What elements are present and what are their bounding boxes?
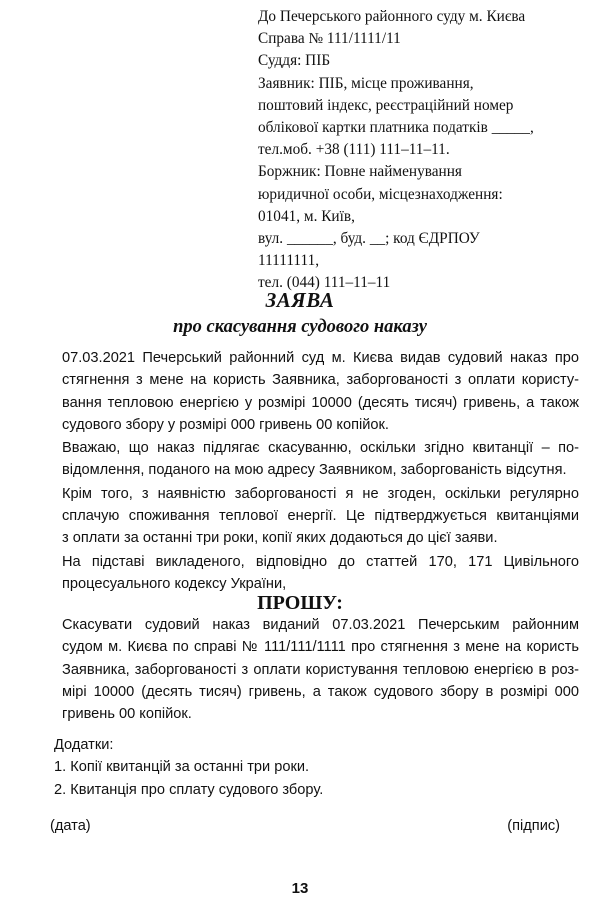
text-line: судового збору у розмірі 000 гривень 00 копійок. [62,416,389,433]
text-line: сплачую споживання теплової енергії. Це підтверджується квитанціями [62,508,579,525]
text-line: Вважаю, що наказ підлягає скасуванню, оскільки згідно квитанції – по- [62,440,579,457]
request-heading: ПРОШУ: [257,592,343,614]
text-line: На підставі викладеного, відповідно до статтей 170, 171 Цивільного [62,553,579,570]
addressee-block [258,6,588,295]
addressee-debtor-line: вул. ______, буд. __; код ЄДРПОУ [258,230,480,248]
text-line: Скасувати судовий наказ виданий 07.03.2021 Печерським районним [62,617,579,633]
addressee-applicant: Заявник: ПІБ, місце проживання, [258,74,474,92]
paragraph [48,483,579,550]
text-line: відомлення, поданого на мою адресу Заявником, заборгованість відсутня. [62,462,567,479]
text-line: 07.03.2021 Печерський районний суд м. Києва видав судовий наказ про [62,350,579,366]
addressee-debtor-phone: тел. (044) 111–11–11 [258,274,391,292]
signature-row [50,815,560,837]
addressee-court: До Печерського районного суду м. Києва [258,8,526,25]
text-line: судом м. Києва по справі № 111/111/1111 про стягнення з мене на користь [62,639,579,656]
page-number: 13 [291,880,309,897]
addressee-applicant-line: поштовий індекс, реєстраційний номер [258,96,514,114]
attachments-block [54,734,554,801]
addressee-debtor-line: 01041, м. Київ, [258,207,355,225]
addressee-applicant-line: облікової картки платника податків _____, [258,119,534,137]
statement-body [48,347,579,596]
text-line: Заявника, заборгованості з оплати користування тепловою енергією в роз- [62,661,579,678]
addressee-debtor-line: юридичної особи, місцезнаходження: [258,185,503,203]
paragraph [48,551,579,596]
addressee-judge: Суддя: ПІБ [258,52,331,70]
document-subtitle: про скасування судового наказу [173,317,427,337]
addressee-applicant-phone: тел.моб. +38 (111) 111–11–11. [258,141,450,159]
signature-label: (підпис) [507,818,560,834]
attachments-label: Додатки: [54,737,114,753]
attachment-item: 1. Копії квитанцій за останні три роки. [54,759,310,776]
text-line: стягнення з мене на користь Заявника, заборгованості з оплати користу- [62,372,579,389]
text-line: гривень 00 копійок. [62,706,192,723]
title-block [0,287,600,340]
text-line: вання тепловою енергією у розмірі 10000 (десять тисяч) гривень, а також [62,394,579,411]
text-line: процесуального кодексу України, [62,575,287,592]
addressee-case-number: Справа № 111/1111/11 [258,30,401,48]
paragraph [48,437,579,482]
request-body [48,614,579,726]
text-line: мірі 10000 (десять тисяч) гривень, а також судового збору в розмірі 000 [62,683,579,700]
text-line: з оплати за останні три роки, копії яких додаються до цієї заяви. [62,530,498,547]
addressee-debtor: Боржник: Повне найменування [258,163,462,181]
addressee-debtor-line: 11111111, [258,252,320,270]
text-line: Крім того, з наявністю заборгованості я не згоден, оскільки регулярно [62,485,579,502]
attachment-item: 2. Квитанція про сплату судового збору. [54,781,324,798]
date-label: (дата) [50,818,91,834]
document-title: ЗАЯВА [265,288,335,312]
paragraph [48,614,579,725]
paragraph [48,347,579,436]
